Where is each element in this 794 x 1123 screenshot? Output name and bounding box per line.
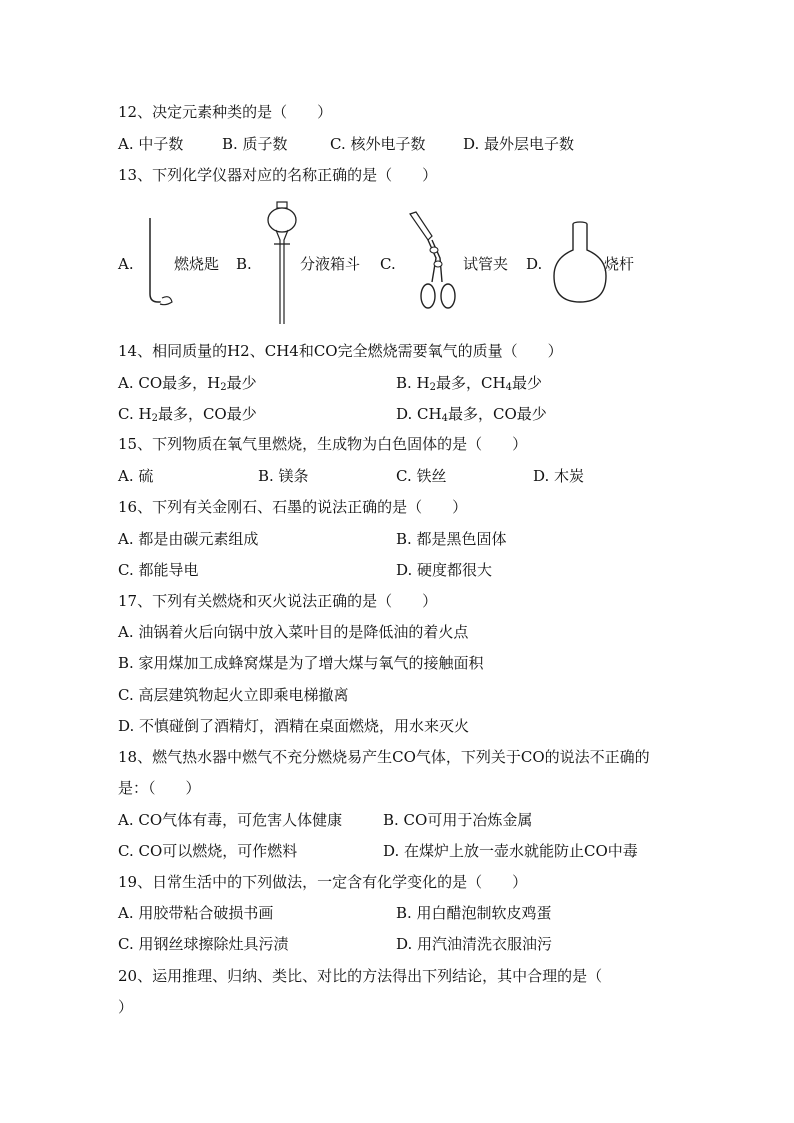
q12-option-a: A. 中子数 xyxy=(118,135,184,153)
q12-option-c: C. 核外电子数 xyxy=(330,135,426,153)
q19-option-b: B. 用白醋泡制软皮鸡蛋 xyxy=(396,904,552,922)
q17-option-b: B. 家用煤加工成蜂窝煤是为了增大煤与氧气的接触面积 xyxy=(118,654,484,672)
q16-option-d: D. 硬度都很大 xyxy=(396,561,493,579)
q17-option-d: D. 不慎碰倒了酒精灯，酒精在桌面燃烧，用水来灭火 xyxy=(118,717,470,735)
q17-option-a: A. 油锅着火后向锅中放入菜叶目的是降低油的着火点 xyxy=(118,623,469,641)
q13-option-c-name: 试管夹 xyxy=(463,255,509,273)
q16-option-b: B. 都是黑色固体 xyxy=(396,530,507,548)
combustion-spoon-figure xyxy=(140,214,176,310)
question-14-stem: 14、相同质量的H2、CH4和CO完全燃烧需要氧气的质量（ ） xyxy=(118,342,563,360)
q16-option-c: C. 都能导电 xyxy=(118,561,199,579)
question-18-stem-cont: 是：（ ） xyxy=(118,779,201,797)
q17-option-c: C. 高层建筑物起火立即乘电梯撤离 xyxy=(118,686,349,704)
q14-option-b: B. $H_2$最多，$CH_4$最少 xyxy=(396,374,542,393)
q15-option-d: D. 木炭 xyxy=(533,467,585,485)
q14-option-a: A. CO最多，$H_2$最少 xyxy=(118,374,257,393)
flask-figure xyxy=(550,220,610,306)
q18-option-b: B. CO可用于冶炼金属 xyxy=(383,811,533,829)
test-tube-holder-figure xyxy=(402,208,468,312)
q18-option-d: D. 在煤炉上放一壶水就能防止CO中毒 xyxy=(383,842,638,860)
q13-option-d-name: 烧杆 xyxy=(604,255,635,273)
question-12-stem: 12、决定元素种类的是（ ） xyxy=(118,103,333,121)
q13-option-b-name: 分液箱斗 xyxy=(300,255,361,273)
q14-option-c: C. $H_2$最多，CO最少 xyxy=(118,405,257,424)
separatory-funnel-figure xyxy=(262,200,302,328)
q19-option-c: C. 用钢丝球擦除灶具污渍 xyxy=(118,935,289,953)
q14-option-d: D. $CH_4$最多，CO最少 xyxy=(396,405,547,424)
question-13-stem: 13、下列化学仪器对应的名称正确的是（ ） xyxy=(118,166,438,184)
question-17-stem: 17、下列有关燃烧和灭火说法正确的是（ ） xyxy=(118,592,438,610)
q12-option-d: D. 最外层电子数 xyxy=(463,135,575,153)
q13-option-b-letter: B. xyxy=(236,255,252,273)
question-20-stem: 20、运用推理、归纳、类比、对比的方法得出下列结论，其中合理的是（ xyxy=(118,967,603,985)
q18-option-c: C. CO可以燃烧，可作燃料 xyxy=(118,842,298,860)
q16-option-a: A. 都是由碳元素组成 xyxy=(118,530,259,548)
question-16-stem: 16、下列有关金刚石、石墨的说法正确的是（ ） xyxy=(118,498,468,516)
q15-option-c: C. 铁丝 xyxy=(396,467,447,485)
q15-option-a: A. 硫 xyxy=(118,467,154,485)
q19-option-d: D. 用汽油清洗衣服油污 xyxy=(396,935,553,953)
question-15-stem: 15、下列物质在氧气里燃烧，生成物为白色固体的是（ ） xyxy=(118,435,528,453)
q13-option-c-letter: C. xyxy=(380,255,396,273)
q12-option-b: B. 质子数 xyxy=(222,135,288,153)
question-18-stem: 18、燃气热水器中燃气不充分燃烧易产生CO气体，下列关于CO的说法不正确的 xyxy=(118,748,650,766)
q13-option-a-letter: A. xyxy=(118,255,134,273)
question-19-stem: 19、日常生活中的下列做法，一定含有化学变化的是（ ） xyxy=(118,873,528,891)
q13-option-a-name: 燃烧匙 xyxy=(174,255,220,273)
q15-option-b: B. 镁条 xyxy=(258,467,309,485)
q13-option-d-letter: D. xyxy=(526,255,543,273)
q18-option-a: A. CO气体有毒，可危害人体健康 xyxy=(118,811,343,829)
q19-option-a: A. 用胶带粘合破损书画 xyxy=(118,904,274,922)
question-20-stem-cont: ） xyxy=(118,998,134,1016)
